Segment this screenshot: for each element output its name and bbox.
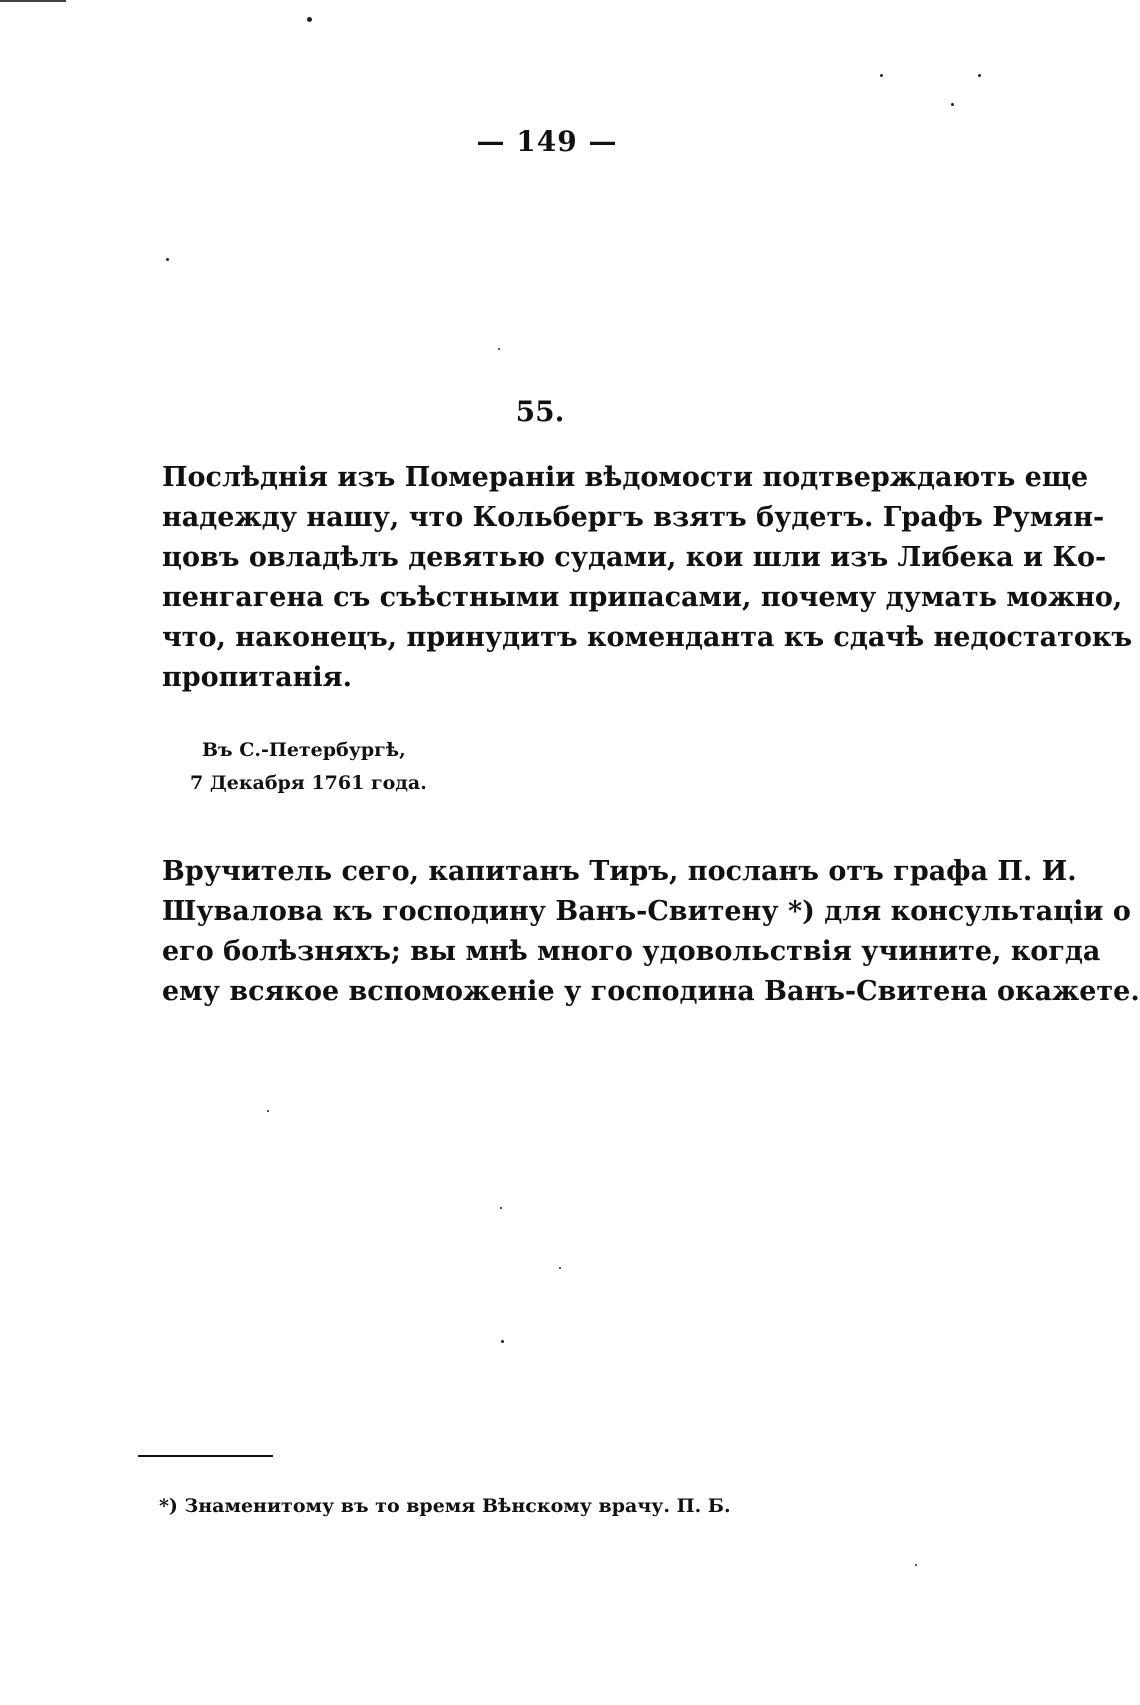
text-line: Вручитель сего, капитанъ Тиръ, посланъ отъ графа П. И. [162,856,1077,887]
text-line: цовъ овладѣлъ девятью судами, кои шли изъ Либека и Ко- [162,542,1107,573]
text-line: Шувалова къ господину Ванъ-Свитену *) для консультаціи о [162,896,1131,927]
scan-edge-mark [0,0,66,2]
scan-speck [307,17,312,22]
letter-paragraph-1 [162,458,1133,698]
page-number: — 149 — [476,125,618,158]
scan-speck [500,1207,502,1209]
closing-date: 7 Декабря 1761 года. [190,772,427,794]
footnote: *) Знаменитому въ то время Вѣнскому врачу. П. Б. [159,1495,731,1517]
text-line: что, наконецъ, принудитъ коменданта къ сдачѣ недостатокъ [162,622,1133,653]
scan-speck [915,1564,917,1566]
scan-speck [951,103,954,106]
text-line: пенгагена съ съѣстными припасами, почему думать можно, [162,582,1123,613]
text-line: надежду нашу, что Кольбергъ взятъ будетъ. Графъ Румян- [162,502,1105,533]
letter-closing [190,734,427,800]
text-line: Послѣднія изъ Помераніи вѣдомости подтверждають еще [162,462,1089,493]
scan-speck [559,1267,561,1269]
letter-paragraph-2 [162,852,1140,1012]
scan-speck [880,74,883,77]
scan-speck [498,348,500,350]
scan-speck [978,74,981,77]
closing-place: Въ С.-Петербургѣ, [202,739,406,761]
scan-speck [501,1340,504,1343]
letter-number: 55. [515,395,565,428]
scan-speck [166,258,169,261]
text-line: ему всякое вспоможеніе у господина Ванъ-Свитена окажете. [162,976,1140,1007]
footnote-rule [138,1455,273,1457]
text-line: пропитанія. [162,662,353,693]
scan-speck [267,1110,269,1112]
text-line: его болѣзняхъ; вы мнѣ много удовольствія учините, когда [162,936,1101,967]
